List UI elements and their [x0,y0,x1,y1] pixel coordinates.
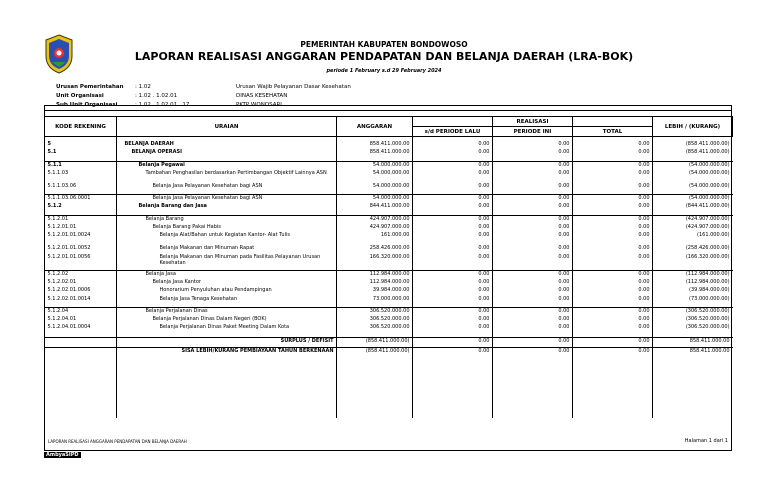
table-row [45,215,733,224]
summary-lebih: 858.411.000.00 [689,347,730,354]
uraian-cell: Belanja Barang dan Jasa [138,203,207,210]
anggaran-cell: 161.000.00 [380,232,410,239]
ini-cell: 0.00 [558,245,570,252]
government-title: PEMERINTAH KABUPATEN BONDOWOSO [300,40,468,49]
table-row [45,279,733,287]
table-row [45,287,733,295]
kode-cell: 5.1.2.01.01.0056 [47,253,91,260]
summary-anggaran: (858.411.000.00) [365,347,410,354]
uraian-cell: Honorarium Penyuluhan atau Pendampingan [159,287,272,294]
table-row [45,195,733,204]
ini-cell: 0.00 [558,161,570,168]
kode-cell: 5.1.2.04 [47,307,69,314]
lalu-cell: 0.00 [478,224,490,231]
anggaran-cell: 844.411.000.00 [369,203,410,210]
column-divider [336,116,337,418]
total-cell: 0.00 [638,141,650,147]
table-row [45,324,733,338]
anggaran-cell: 306.520.000.00 [369,307,410,314]
kode-cell: 5.1.2.02 [47,270,69,277]
lebih-cell: (858.411.000.00) [685,141,730,147]
uraian-cell: Belanja Makanan dan Minuman pada Fasilitas Pelayanan Urusan Kesehatan [159,253,321,266]
uraian-cell: BELANJA DAERAH [124,141,174,147]
uraian-cell: Belanja Barang Pakai Habis [152,224,221,231]
table-row [45,203,733,211]
total-cell: 0.00 [638,224,650,231]
ini-cell: 0.00 [558,270,570,277]
total-cell: 0.00 [638,149,650,156]
lalu-cell: 0.00 [478,182,490,189]
uraian-cell: Belanja Jasa Kantor [152,278,201,285]
anggaran-cell: 258.426.000.00 [369,245,410,252]
kode-cell: 5.1.1.03 [47,169,69,176]
lalu-cell: 0.00 [478,161,490,168]
lalu-cell: 0.00 [478,215,490,222]
lalu-cell: 0.00 [478,287,490,294]
lalu-cell: 0.00 [478,324,490,331]
uraian-cell: Belanja Makanan dan Minuman Rapat [159,245,255,252]
summary-ini: 0.00 [558,347,570,354]
footer-report-name: LAPORAN REALISASI ANGGARAN PENDAPATAN DAN BELANJA DAERAH [48,439,187,444]
uraian-cell: Belanja Barang [145,215,184,222]
col-ini-header: PERIODE INI [493,127,573,137]
uraian-cell: Belanja Jasa [145,270,176,277]
ini-cell: 0.00 [558,224,570,231]
col-uraian-header: URAIAN [117,117,337,137]
summary-anggaran: (858.411.000.00) [365,338,410,345]
lebih-cell: (858.411.000.00) [685,149,730,156]
anggaran-cell: 54.000.000.00 [372,161,410,168]
kode-cell: 5.1.2.02.01 [47,278,77,285]
table-row [45,149,733,157]
anggaran-cell: 112.984.000.00 [369,278,410,285]
lebih-cell: (258.426.000.00) [685,245,730,252]
lalu-cell: 0.00 [478,270,490,277]
table-row [45,270,733,279]
lalu-cell: 0.00 [478,203,490,210]
lebih-cell: (54.000.000.00) [689,161,730,168]
kode-cell: 5.1.2.01.01.0024 [47,232,91,239]
organisasi-code: : 1.02 . 1.02.01 [135,93,178,99]
uraian-cell: Belanja Pegawai [138,161,185,168]
uraian-cell: Belanja Jasa Pelayanan Kesehatan bagi ASN [152,182,263,189]
summary-lebih: 858.411.000.00 [689,338,730,345]
table-row [45,307,733,316]
total-cell: 0.00 [638,203,650,210]
kode-cell: 5.1.2 [47,203,62,210]
table-row [45,161,733,170]
table-row [45,170,733,183]
summary-row [45,347,733,362]
lalu-cell: 0.00 [478,169,490,176]
uraian-cell: BELANJA OPERASI [131,149,182,156]
column-divider [652,116,653,418]
summary-lalu: 0.00 [478,338,490,345]
ini-cell: 0.00 [558,203,570,210]
kode-cell: 5.1.2.04.01.0004 [47,324,91,331]
brand-watermark: AmbyaSIPD [46,452,79,458]
anggaran-cell: 858.411.000.00 [369,141,410,147]
lalu-cell: 0.00 [478,307,490,314]
ini-cell: 0.00 [558,307,570,314]
lebih-cell: (424.907.000.00) [685,224,730,231]
ini-cell: 0.00 [558,295,570,302]
total-cell: 0.00 [638,307,650,314]
lebih-cell: (166.320.000.00) [685,253,730,260]
lalu-cell: 0.00 [478,278,490,285]
table-row [45,224,733,232]
table-row [45,296,733,304]
column-divider [412,116,413,418]
anggaran-cell: 306.520.000.00 [369,324,410,331]
total-cell: 0.00 [638,253,650,260]
anggaran-cell: 858.411.000.00 [369,149,410,156]
lebih-cell: (39.984.000.00) [689,287,730,294]
table-row [45,245,733,253]
anggaran-cell: 39.984.000.00 [372,287,410,294]
anggaran-cell: 424.907.000.00 [369,215,410,222]
lalu-cell: 0.00 [478,253,490,260]
uraian-cell: Tambahan Penghasilan berdasarkan Pertimbangan Objektif Lainnya ASN [145,169,327,176]
total-cell: 0.00 [638,161,650,168]
ini-cell: 0.00 [558,278,570,285]
kode-cell: 5.1.2.02.01.0014 [47,295,91,302]
sub-unit-label: Sub Unit Organisasi [56,102,118,108]
urusan-name: Urusan Wajib Pelayanan Dasar Kesehatan [236,84,351,90]
report-period: periode 1 February s.d 29 February 2024 [326,68,442,74]
kode-cell: 5.1.2.01.01.0052 [47,245,91,252]
page-number: Halaman 1 dari 1 [684,438,728,444]
ini-cell: 0.00 [558,182,570,189]
anggaran-cell: 54.000.000.00 [372,195,410,202]
anggaran-cell: 54.000.000.00 [372,169,410,176]
anggaran-cell: 54.000.000.00 [372,182,410,189]
lebih-cell: (112.984.000.00) [685,278,730,285]
anggaran-cell: 112.984.000.00 [369,270,410,277]
table-row [45,232,733,245]
lebih-cell: (112.984.000.00) [685,270,730,277]
table-row [45,141,733,149]
organisasi-label: Unit Organisasi [56,93,104,99]
anggaran-cell: 424.907.000.00 [369,224,410,231]
kode-cell: 5 [47,141,51,147]
total-cell: 0.00 [638,316,650,323]
column-divider [572,116,573,418]
ini-cell: 0.00 [558,141,570,147]
report-title: LAPORAN REALISASI ANGGARAN PENDAPATAN DAN BELANJA DAERAH (LRA-BOK) [134,50,634,63]
lebih-cell: (73.000.000.00) [689,295,730,302]
col-kode-header: KODE REKENING [45,117,117,137]
total-cell: 0.00 [638,215,650,222]
urusan-label: Urusan Pemerintahan [56,84,124,90]
table-row [45,254,733,267]
urusan-code: : 1.02 [135,84,151,90]
ini-cell: 0.00 [558,215,570,222]
total-cell: 0.00 [638,295,650,302]
lalu-cell: 0.00 [478,141,490,147]
kode-cell: 5.1.1.03.06 [47,182,77,189]
unit-separator [44,110,732,111]
lra-table-body [45,137,733,362]
ini-cell: 0.00 [558,169,570,176]
lebih-cell: (424.907.000.00) [685,215,730,222]
total-cell: 0.00 [638,287,650,294]
total-cell: 0.00 [638,169,650,176]
total-cell: 0.00 [638,195,650,202]
kode-cell: 5.1.2.02.01.0006 [47,287,91,294]
column-divider [116,116,117,418]
ini-cell: 0.00 [558,287,570,294]
lebih-cell: (306.520.000.00) [685,307,730,314]
lra-table [44,116,733,362]
lalu-cell: 0.00 [478,149,490,156]
ini-cell: 0.00 [558,316,570,323]
summary-total: 0.00 [638,347,650,354]
kode-cell: 5.1 [47,149,57,156]
lebih-cell: (54.000.000.00) [689,182,730,189]
summary-spacer [45,338,117,347]
summary-ini: 0.00 [558,338,570,345]
total-cell: 0.00 [638,245,650,252]
uraian-cell: Belanja Perjalanan Dinas Dalam Negeri (BOK) [152,316,267,323]
total-cell: 0.00 [638,278,650,285]
uraian-cell: Belanja Alat/Bahan untuk Kegiatan Kantor- Alat Tulis [159,232,290,239]
total-cell: 0.00 [638,232,650,239]
kode-cell: 5.1.1.03.06.0001 [47,195,91,202]
anggaran-cell: 306.520.000.00 [369,316,410,323]
total-cell: 0.00 [638,182,650,189]
lalu-cell: 0.00 [478,245,490,252]
lebih-cell: (844.411.000.00) [685,203,730,210]
summary-lalu: 0.00 [478,347,490,354]
organisasi-name: DINAS KESEHATAN [236,93,288,99]
sub-unit-name: PKTP WONOSARI [236,102,282,108]
total-cell: 0.00 [638,270,650,277]
lebih-cell: (306.520.000.00) [685,324,730,331]
anggaran-cell: 73.000.000.00 [372,295,410,302]
col-realisasi-header: REALISASI [413,117,653,127]
lalu-cell: 0.00 [478,195,490,202]
lalu-cell: 0.00 [478,316,490,323]
lebih-cell: (161.000.00) [697,232,730,239]
uraian-cell: Belanja Jasa Tenaga Kesehatan [159,295,238,302]
sub-unit-code: : 1.02 . 1.02.01 . 17 [135,102,190,108]
uraian-cell: Belanja Perjalanan Dinas Paket Meeting Dalam Kota [159,324,290,331]
table-row [45,183,733,191]
total-cell: 0.00 [638,324,650,331]
table-row [45,316,733,324]
ini-cell: 0.00 [558,324,570,331]
lalu-cell: 0.00 [478,232,490,239]
ini-cell: 0.00 [558,195,570,202]
column-divider [492,116,493,418]
kode-cell: 5.1.1 [47,161,62,168]
ini-cell: 0.00 [558,149,570,156]
col-total-header: TOTAL [573,127,653,137]
summary-total: 0.00 [638,338,650,345]
lebih-cell: (54.000.000.00) [689,169,730,176]
uraian-cell: Belanja Jasa Pelayanan Kesehatan bagi ASN [152,195,263,202]
summary-label: SURPLUS / DEFISIT [280,338,334,345]
anggaran-cell: 166.320.000.00 [369,253,410,260]
kode-cell: 5.1.2.01.01 [47,224,77,231]
uraian-cell: Belanja Perjalanan Dinas [145,307,208,314]
lebih-cell: (54.000.000.00) [689,195,730,202]
kode-cell: 5.1.2.04.01 [47,316,77,323]
col-lebih-header: LEBIH / (KURANG) [653,117,733,137]
ini-cell: 0.00 [558,253,570,260]
col-lalu-header: s/d PERIODE LALU [413,127,493,137]
col-anggaran-header: ANGGARAN [337,117,413,137]
summary-spacer [45,347,117,362]
summary-label: SISA LEBIH/KURANG PEMBIAYAAN TAHUN BERKENAAN [181,347,334,354]
summary-row [45,338,733,347]
ini-cell: 0.00 [558,232,570,239]
kode-cell: 5.1.2.01 [47,215,69,222]
lalu-cell: 0.00 [478,295,490,302]
lebih-cell: (306.520.000.00) [685,316,730,323]
